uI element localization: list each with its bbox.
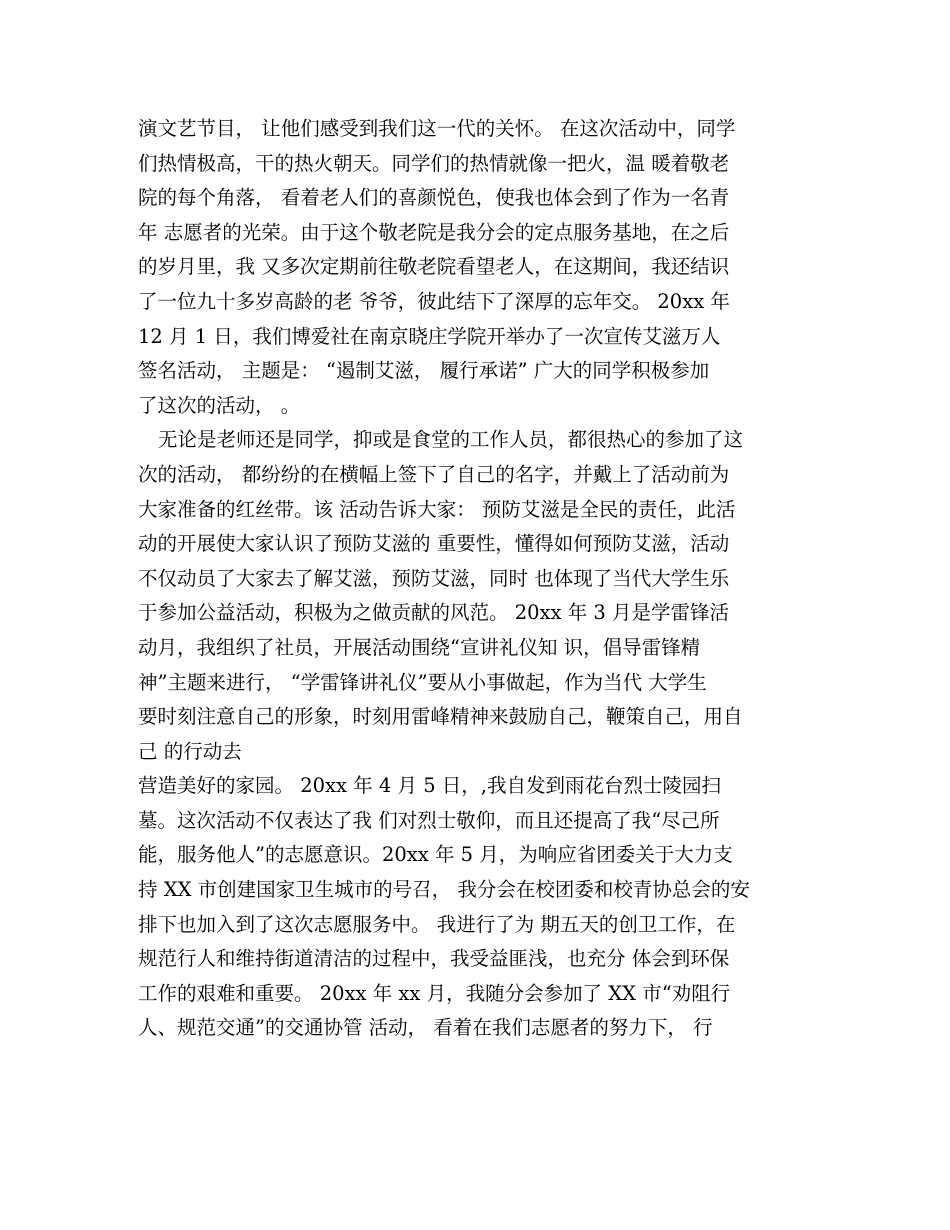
- text-line: 工作的艰难和重要。 20xx 年 xx 月，我随分会参加了 XX 市“劝阻行: [138, 981, 731, 1005]
- text-line: 的岁月里，我 又多次定期前往敬老院看望老人，在这期间，我还结识: [138, 255, 730, 279]
- text-line: 12 月 1 日，我们博爱社在南京晓庄学院开举办了一次宣传艾滋万人: [138, 324, 721, 348]
- text-line: 神”主题来进行， “学雷锋讲礼仪”要从小事做起，作为当代 大学生: [138, 670, 707, 694]
- text-line: 动月，我组织了社员，开展活动围绕“宣讲礼仪知 识，倡导雷锋精: [138, 635, 701, 659]
- text-line: 了这次的活动， 。: [138, 393, 301, 417]
- text-line: 演文艺节目， 让他们感受到我们这一代的关怀。 在这次活动中，同学: [138, 117, 736, 140]
- text-line: 持 XX 市创建国家卫生城市的号召， 我分会在校团委和校青协总会的安: [138, 878, 750, 902]
- text-line: 签名活动， 主题是： “遏制艾滋， 履行承诺” 广大的同学积极参加: [138, 359, 710, 383]
- text-line: 了一位九十多岁高龄的老 爷爷，彼此结下了深厚的忘年交。 20xx 年: [138, 289, 730, 313]
- text-line: 年 志愿者的光荣。由于这个敬老院是我分会的定点服务基地，在之后: [138, 220, 730, 244]
- text-line: 于参加公益活动，积极为之做贡献的风范。 20xx 年 3 月是学雷锋活: [138, 601, 730, 625]
- text-line: 营造美好的家园。 20xx 年 4 月 5 日，,我自发到雨花台烈士陵园扫: [138, 774, 722, 798]
- text-line: 们热情极高，干的热火朝天。同学们的热情就像一把火，温 暖着敬老: [138, 151, 730, 175]
- text-line: 排下也加入到了这次志愿服务中。 我进行了为 期五天的创卫工作，在: [138, 912, 736, 936]
- body-text: [138, 112, 818, 1046]
- text-line: 院的每个角落， 看着老人们的喜颜悦色，使我也体会到了作为一名青: [138, 186, 730, 210]
- text-line: 大家准备的红丝带。该 活动告诉大家： 预防艾滋是全民的责任，此活: [138, 497, 736, 521]
- text-line: 不仅动员了大家去了解艾滋，预防艾滋，同时 也体现了当代大学生乐: [138, 566, 730, 590]
- text-line: 能，服务他人”的志愿意识。20xx 年 5 月，为响应省团委关于大力支: [138, 843, 733, 867]
- text-line: 己 的行动去: [138, 739, 242, 763]
- text-line: 规范行人和维持街道清洁的过程中，我受益匪浅，也充分 体会到环保: [138, 947, 730, 971]
- text-line: 人、规范交通”的交通协管 活动， 看着在我们志愿者的努力下， 行: [138, 1016, 713, 1040]
- text-line: 墓。这次活动不仅表达了我 们对烈士敬仰，而且还提高了我“尽己所: [138, 808, 720, 832]
- text-line: 次的活动， 都纷纷的在横幅上签下了自己的名字，并戴上了活动前为: [138, 462, 730, 486]
- text-line: 动的开展使大家认识了预防艾滋的 重要性，懂得如何预防艾滋，活动: [138, 532, 730, 556]
- text-line: 要时刻注意自己的形象，时刻用雷峰精神来鼓励自己，鞭策自己，用自: [138, 705, 743, 729]
- paragraph-start-line: 无论是老师还是同学，抑或是食堂的工作人员，都很热心的参加了这: [158, 428, 744, 452]
